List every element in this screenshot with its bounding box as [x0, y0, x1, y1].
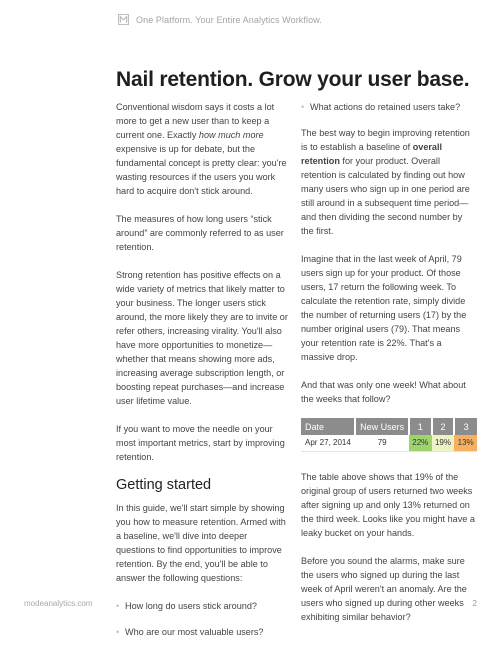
questions-list-continued: [301, 100, 477, 114]
list-item: • How long do users stick around?: [116, 599, 288, 613]
cell-week-2: 19%: [432, 435, 455, 452]
cell-week-1: 22%: [409, 435, 432, 452]
list-item: • What actions do retained users take?: [301, 100, 477, 114]
page-title: Nail retention. Grow your user base.: [116, 68, 470, 91]
questions-list: [116, 599, 288, 639]
list-item: • Who are our most valuable users?: [116, 625, 288, 639]
retention-benefits-paragraph: Strong retention has positive effects on a wide variety of metrics that likely matter to your business. The longer users stick around, the more likely they are to invite or refer others, increasing virality. You'll also have more opportunities to monetize—whether that means showing more ads, increasing average subscription length, or boosting repeat purchases—and increase user lifetime value.: [116, 270, 288, 406]
anomaly-check-paragraph: Before you sound the alarms, make sure the users who signed up during the last week of April weren't an anomaly. Are the users who signed up during other weeks exhibiting similar behavior?: [301, 556, 467, 622]
intro-paragraph: Conventional wisdom says it costs a lot more to get a new user than to keep a current one. Exactly how much more expensive is up for debate, but the fundamental concept is pretty clear: you're wasting resources if the users you work hard to acquire don't stick around.: [116, 102, 287, 196]
mode-logo-icon: [118, 14, 129, 25]
retention-table: [301, 418, 477, 452]
page-header: [118, 14, 322, 25]
page-number: 2: [472, 598, 477, 608]
overall-retention-paragraph: The best way to begin improving retention is to establish a baseline of overall retention for your product. Overall retention is calculated by finding out how many users who sign up in one period are still around in a subsequent time period—and then dividing the second number by the first.: [301, 128, 470, 236]
cell-week-3: 13%: [454, 435, 477, 452]
section-heading: Getting started: [116, 477, 212, 493]
header-week-1: 1: [409, 418, 432, 435]
guide-intro-paragraph: In this guide, we'll start simple by showing you how to measure retention. Armed with a baseline, we'll dive into deeper questions to find opportunities to improve retention. By the end, you'll be able to answer the following questions:: [116, 503, 286, 583]
footer-site-url: modeanalytics.com: [24, 599, 93, 608]
improve-retention-paragraph: If you want to move the needle on your most important metrics, start by improving retention.: [116, 424, 285, 462]
retention-definition-paragraph: The measures of how long users “stick around” are commonly referred to as user retention.: [116, 214, 284, 252]
left-column: [116, 100, 288, 651]
table-header-row: [301, 418, 477, 435]
header-new-users: New Users: [355, 418, 409, 435]
header-week-2: 2: [432, 418, 455, 435]
following-weeks-paragraph: And that was only one week! What about the weeks that follow?: [301, 380, 466, 404]
cell-new-users: 79: [377, 438, 387, 447]
header-tagline: One Platform. Your Entire Analytics Workflow.: [136, 14, 322, 25]
cell-date: Apr 27, 2014: [305, 438, 351, 447]
table-explanation-paragraph: The table above shows that 19% of the original group of users returned two weeks after signing up and only 13% returned on the third week. Looks like you might have a leaky bucket on your hands.: [301, 472, 475, 538]
table-row: [301, 435, 477, 452]
header-week-3: 3: [454, 418, 477, 435]
right-column: [301, 100, 477, 638]
header-date: Date: [301, 418, 355, 435]
example-paragraph: Imagine that in the last week of April, 79 users sign up for your product. Of those users, 17 return the following week. To calculate the retention rate, simply divide the number of returning users (17) by the number original users (79). That means your retention rate is 22%. That's a massive drop.: [301, 254, 467, 362]
